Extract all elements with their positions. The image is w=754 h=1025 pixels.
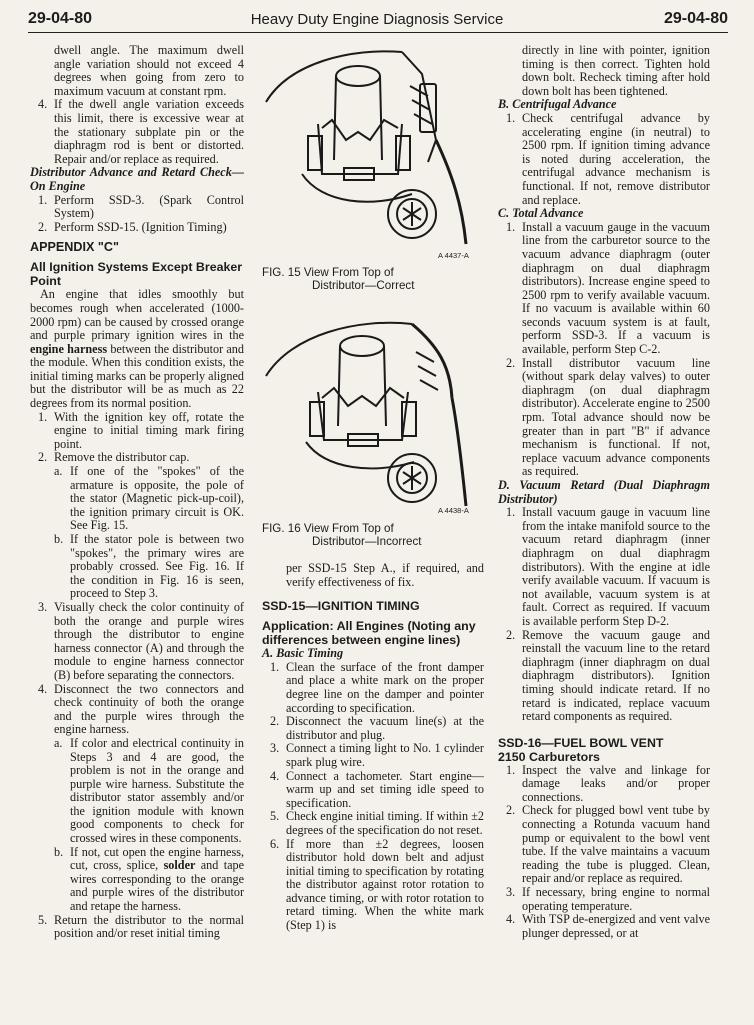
appendix-step-4b: b. If not, cut open the engine harness, cut, cross, splice, solder and tape wires corresponding to the orange and purple wires of the distributor and retape the harness. [54, 844, 244, 914]
vacuum-retard-step-2: 2. Remove the vacuum gauge and reinstall the vacuum line to the retard diaphragm (inner diaphragm on dual diaphragm distributors). Ignition timing should indicate retard. If no retard is indicated, replace vacuum retard components as required. [506, 627, 710, 724]
page-number-right: 29-04-80 [663, 10, 728, 27]
subheading-centrifugal-advance: B. Centrifugal Advance [498, 97, 617, 112]
fuel-vent-step-3: 3. If necessary, bring engine to normal operating temperature. [506, 885, 710, 913]
timing-step-6: 6. If more than ±2 degrees, loosen distributor hold down belt and adjust initial timing to specification by rotating the distributor against rotor rotation to advance timing, or with rotor rotation to retard timing. When the white mark (Step 1) is [270, 836, 484, 933]
total-advance-step-2: 2. Install distributor vacuum line (without spark delay valves) to outer diaphragm (on dual diaphragm distributor). Accelerate engine to 2500 rpm. Total advance should now be greater than in part "B" if advance mechanism is functional. If not, replace vacuum advance components as required. [506, 355, 710, 479]
section-heading-advance-retard: Distributor Advance and Retard Check—On Engine [30, 165, 244, 193]
subheading-total-advance: C. Total Advance [498, 206, 584, 221]
appendix-step-2a: a. If one of the "spokes" of the armature is opposite, the pole of the stator (Magnetic pick-up-coil), the ignition primary circuit is OK. See Fig. 15. [54, 464, 244, 533]
step-4: 4. If the dwell angle variation exceeds this limit, there is excessive wear at the stationary subplate pin or the diaphragm rod is bent or distorted. Repair and/or replace as required. [38, 97, 244, 166]
distributor-incorrect-illustration [262, 306, 484, 512]
appendix-step-2b: b. If the stator pole is between two "spokes", the primary wires are probably crossed. See Fig. 16. If the condition in Fig. 16 is seen, proceed to Step 3. [54, 532, 244, 601]
distributor-correct-illustration [262, 44, 484, 254]
fuel-vent-step-2: 2. Check for plugged bowl vent tube by connecting a Rotunda vacuum hand pump or equivalent to the bowl vent tube. If the valve maintains a vacuum reading the tube is plugged. Clean, repair and/or replace as required. [506, 803, 710, 886]
subheading-basic-timing: A. Basic Timing [262, 646, 344, 661]
column-middle [262, 44, 484, 933]
step-2: 2. Perform SSD-15. (Ignition Timing) [38, 219, 227, 234]
figure-16 [262, 306, 484, 520]
column-right [498, 44, 710, 940]
running-title: Heavy Duty Engine Diagnosis Service [250, 11, 504, 28]
section-heading-ssd-15: SSD-15—IGNITION TIMING [262, 599, 420, 614]
paragraph-timing-continued: directly in line with pointer, ignition timing is then correct. Tighten hold down bolt. Recheck timing after hold down bolt has been tightened. [522, 43, 710, 98]
timing-step-2: 2. Disconnect the vacuum line(s) at the distributor and plug. [270, 714, 484, 742]
timing-step-1: 1. Clean the surface of the front damper and place a white mark on the proper degree line on the damper and pointer according to specification. [270, 659, 484, 715]
section-heading-ssd-16: SSD-16—FUEL BOWL VENT [498, 735, 664, 750]
paragraph-continued: per SSD-15 Step A., if required, and verify effectiveness of fix. [286, 561, 484, 589]
timing-step-4: 4. Connect a tachometer. Start engine—warm up and set timing idle speed to specification. [270, 768, 484, 810]
figure-15-id: A 4437-A [438, 251, 469, 260]
appendix-step-1: 1. With the ignition key off, rotate the engine to initial timing mark firing point. [38, 409, 244, 451]
appendix-step-2: 2. Remove the distributor cap. [38, 450, 190, 465]
figure-15-caption: FIG. 15 View From Top of Distributor—Correct [262, 266, 415, 292]
page-header [0, 8, 754, 34]
appendix-step-3: 3. Visually check the color continuity of both the orange and purple wires through the distributor to engine harness connector (A) and through the module to engine harness connector (B) before separating the connectors. [38, 599, 244, 682]
subheading-vacuum-retard: D. Vacuum Retard (Dual Diaphragm Distributor) [498, 478, 710, 506]
intro-paragraph: An engine that idles smoothly but becomes rough when accelerated (1000-2000 rpm) can be caused by crossed orange and purple primary ignition wires in the engine harness between the distributor and the module. When this condition exists, the initial timing marks can be properly aligned but the distributor will be as much as 22 degrees from its normal position. [30, 287, 244, 411]
appendix-heading: APPENDIX "C" [30, 240, 119, 255]
timing-step-3: 3. Connect a timing light to No. 1 cylinder spark plug wire. [270, 741, 484, 769]
appendix-step-4a: a. If color and electrical continuity in Steps 3 and 4 are good, the problem is not in the orange and purple wire harness. Substitute the distributor stator assembly and/or the ignition module with known good components to check for crossed wires in these components. [54, 735, 244, 846]
appendix-step-4: 4. Disconnect the two connectors and check continuity of both the orange and the purple wires through the engine harness. [38, 681, 244, 737]
timing-step-5: 5. Check engine initial timing. If within ±2 degrees of the specification do not reset. [270, 809, 484, 837]
figure-16-id: A 4438-A [438, 506, 469, 515]
header-rule [28, 32, 728, 33]
fuel-vent-step-1: 1. Inspect the valve and linkage for damage leaks and/or proper connections. [506, 762, 710, 804]
subheading-2150-carburetors: 2150 Carburetors [498, 749, 600, 764]
step-1: 1. Perform SSD-3. (Spark Control System) [38, 192, 244, 221]
column-left [30, 44, 244, 941]
centrifugal-step-1: 1. Check centrifugal advance by accelerating engine (in neutral) to 2500 rpm. If ignition timing advance is noted during acceleration, the centrifugal advance mechanism is functional. If not, remove distributor and replace. [506, 110, 710, 207]
vacuum-retard-step-1: 1. Install vacuum gauge in vacuum line from the intake manifold source to the vacuum retard diaphragm (inner diaphragm on dual diaphragm distributors). With the engine at idle verify available vacuum. If vacuum is not available, vacuum system is at fault. Correct as required. If vacuum is available perform Step D-2. [506, 505, 710, 628]
paragraph-dwell: dwell angle. The maximum dwell angle variation should not exceed 4 degrees when going from zero to maximum vacuum at constant rpm. [54, 43, 244, 98]
application-heading: Application: All Engines (Noting any differences between engine lines) [262, 619, 476, 648]
fuel-vent-step-4: 4. With TSP de-energized and vent valve plunger depressed, or at [506, 912, 710, 940]
page-number-left: 29-04-80 [28, 10, 93, 27]
section-heading-ignition-systems: All Ignition Systems Except Breaker Point [30, 260, 243, 289]
appendix-step-5: 5. Return the distributor to the normal position and/or reset initial timing [38, 912, 244, 941]
figure-15 [262, 44, 484, 264]
total-advance-step-1: 1. Install a vacuum gauge in the vacuum line from the carburetor source to the vacuum advance diaphragm (outer diaphragm on dual diaphragm distributors). Increase engine speed to 2500 rpm to verify available vacuum. If no vacuum is available within 60 seconds vacuum system is at fault, perform SSD-3. If a vacuum is available, perform Step C-2. [506, 219, 710, 357]
figure-16-caption: FIG. 16 View From Top of Distributor—Incorrect [262, 522, 422, 548]
